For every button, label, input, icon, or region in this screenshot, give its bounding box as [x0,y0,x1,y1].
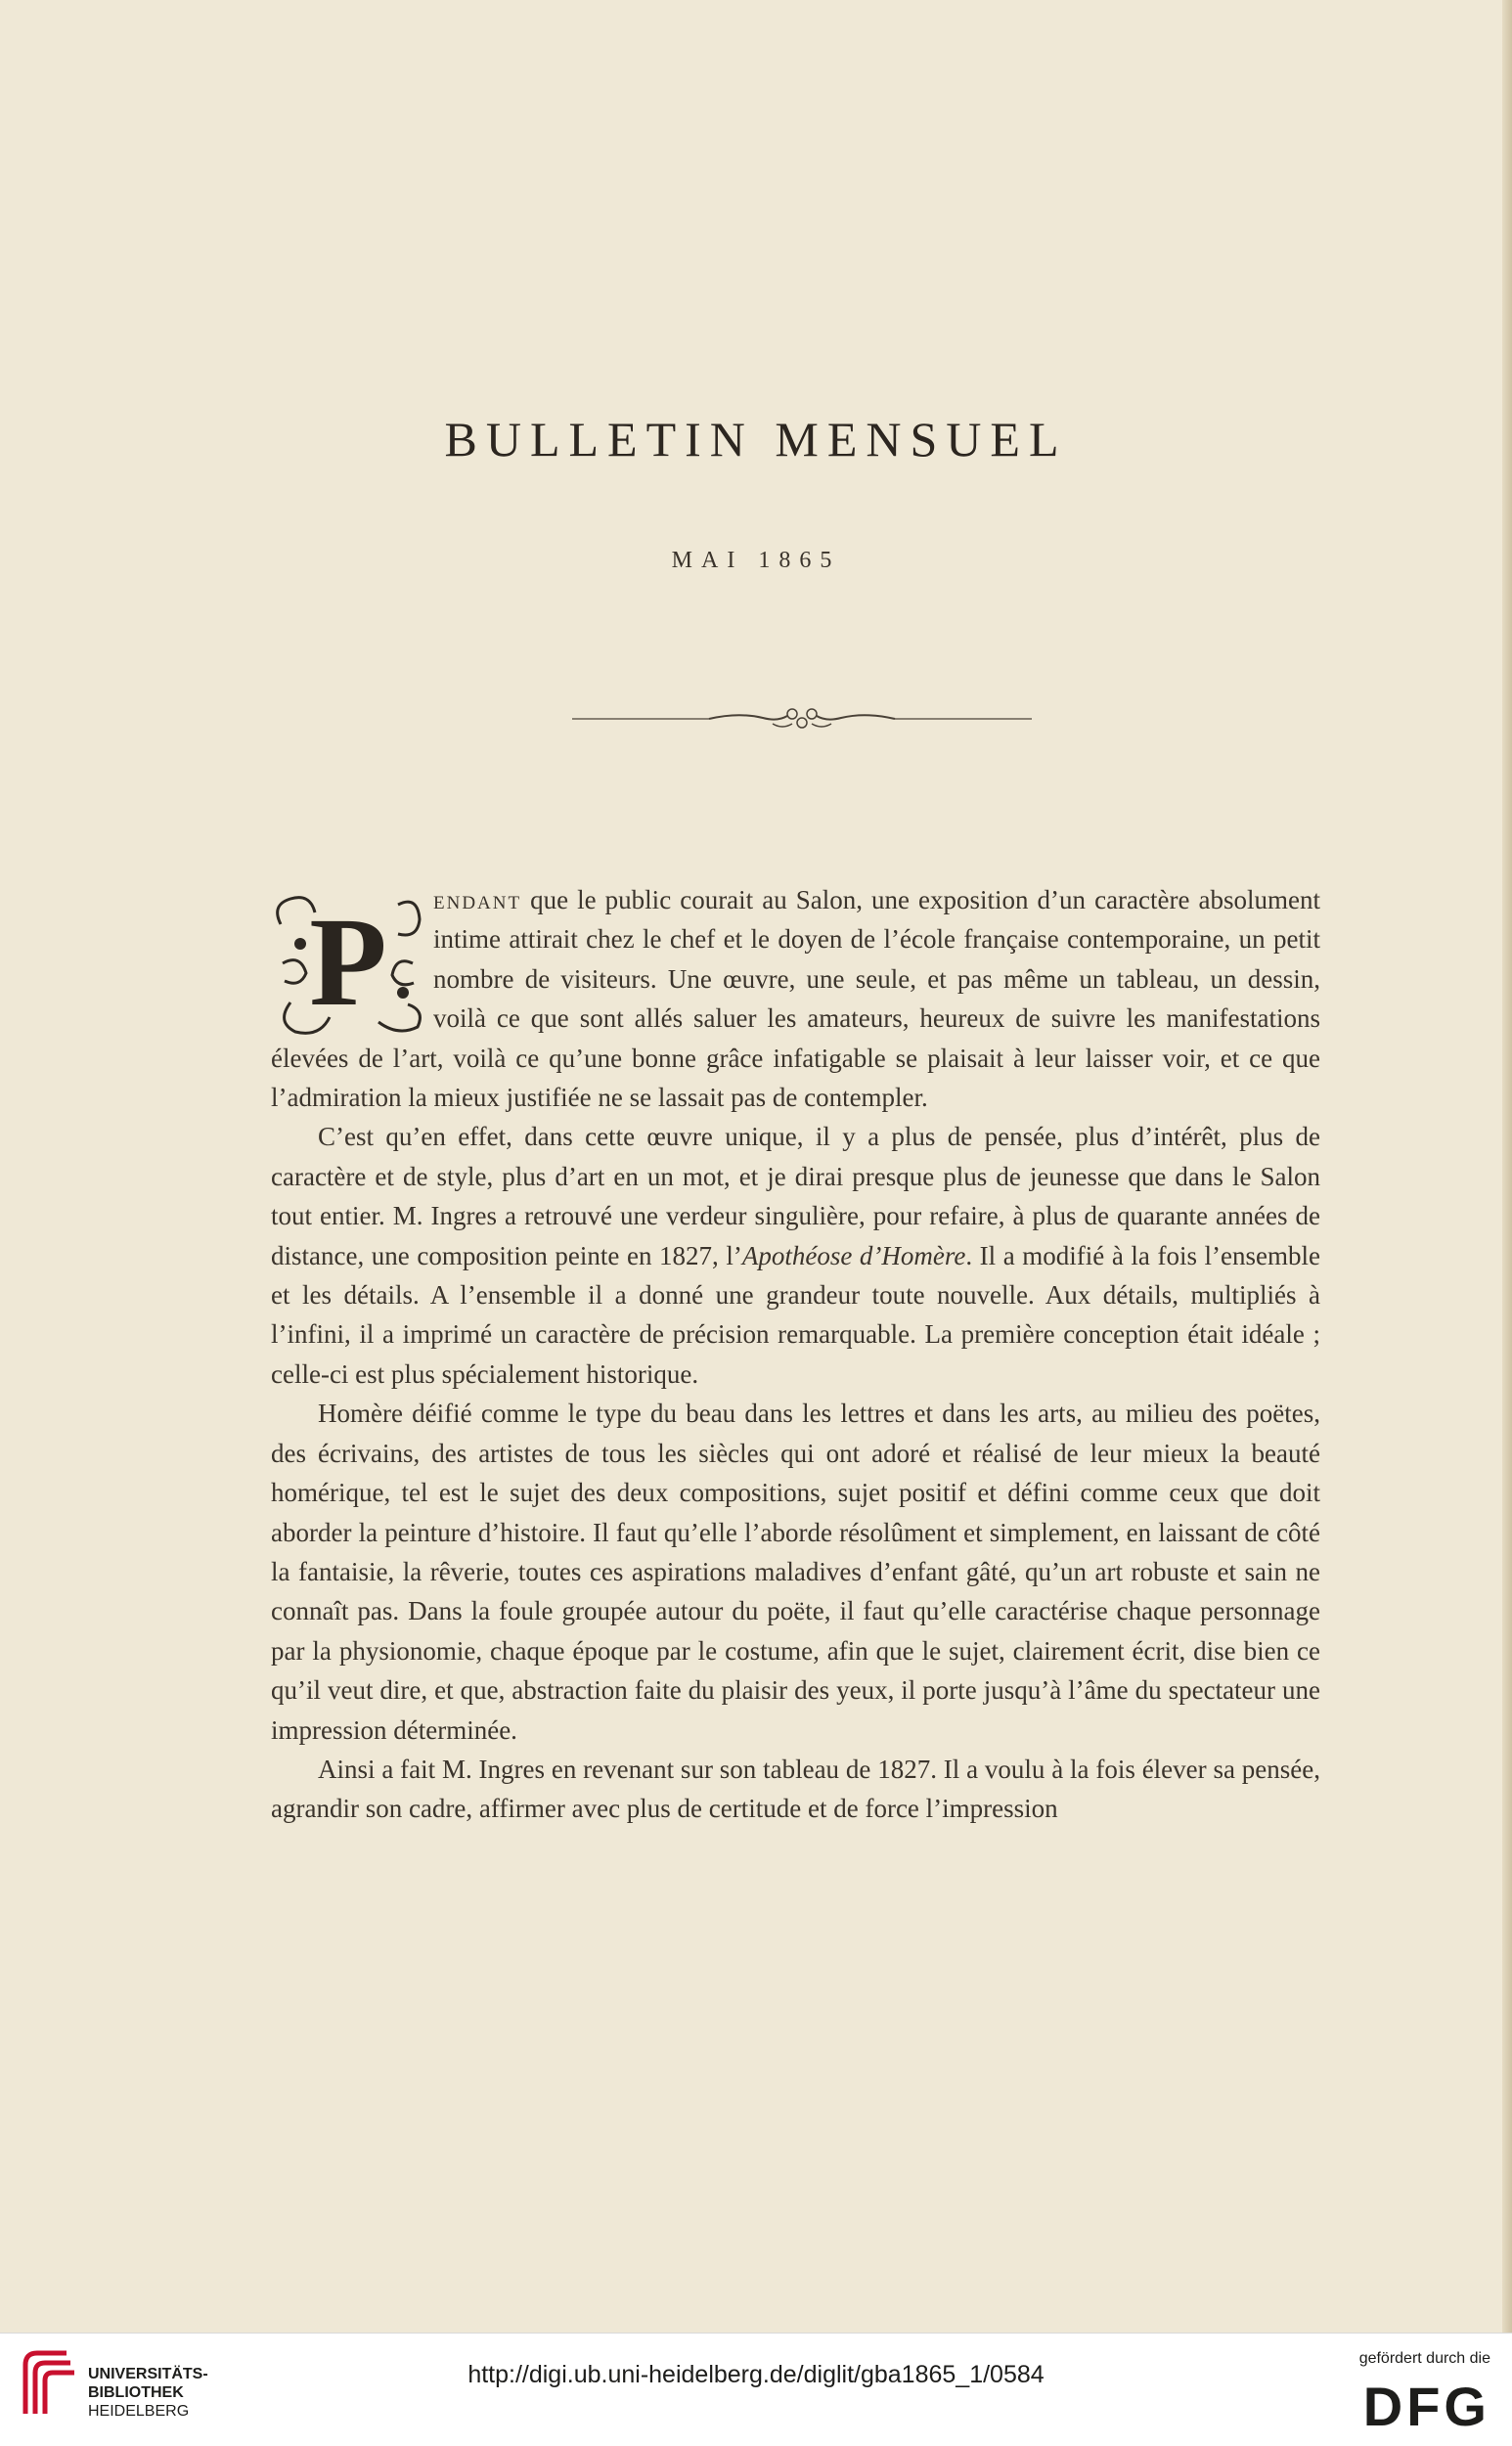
paragraph [271,1117,1320,1394]
lead-smallcaps: endant [433,885,522,914]
permalink-url[interactable]: http://digi.ub.uni-heidelberg.de/diglit/gba1865_1/0584 [467,2361,1045,2388]
viewer-footer [0,2333,1512,2446]
svg-text:P: P [309,892,387,1033]
paragraph-text: Ainsi a fait M. Ingres en revenant sur son tableau de 1827. Il a voulu à la fois élever sa pensée, agrandir son cadre, affirmer avec plus de certitude et de force l’impression [271,1754,1320,1824]
paragraph-text: que le public courait au Salon, une exposition d’un caractère absolument intime attirait chez le chef et le doyen de l’école française contemporaine, un petit nombre de visiteurs. Une œuvre, une seule, et pas même un tableau, un dessin, voilà ce que sont allés saluer les amateurs, heureux de suivre les manifestations élevées de l’art, voilà ce qu’une bonne grâce infatigable se plaisait à leur laisser voir, et ce que l’admiration la mieux justifiée ne se lassait pas de contempler. [271,885,1320,1113]
dfg-logo: DFG [1362,2376,1490,2437]
paragraph-text: Homère déifié comme le type du beau dans les lettres et dans les arts, au milieu des poëtes, des écrivains, des artistes de tous les siècles qui ont adoré et réalisé de leur mieux la beauté homérique, tel est le sujet des deux compositions, sujet positif et défini comme ceux que doit aborder la peinture d’histoire. Il faut qu’elle l’aborde résolûment et simplement, en laissant de côté la fantaisie, la rêverie, toutes ces aspirations maladives d’enfant gâté, qu’un art robuste et sain ne connaît pas. Dans la foule groupée autour du poëte, il faut qu’elle caractérise chaque personnage par la physionomie, chaque époque par le costume, afin que le sujet, clairement écrit, dise bien ce qu’il veut dire, et que, abstraction faite du plaisir des yeux, il porte jusqu’à l’âme du spectateur une impression déterminée. [271,1399,1320,1745]
paragraph-text: C’est qu’en effet, dans cette œuvre unique, il y a plus de pensée, plus d’intérêt, plus de caractère et de style, plus d’art en un mot, et je dirai presque plus de jeunesse que dans le Salon tout entier. M. Ingres a retrouvé une verdeur singulière, pour refaire, à plus de quarante années de distance, une composition peinte en 1827, l’ [271,1122,1320,1270]
fleuron-divider-icon [572,704,1032,734]
italic-title: Apothéose d’Homère [741,1240,966,1270]
funded-by-label: gefördert durch die [1358,2350,1490,2367]
paragraph-text: . Il a modifié à la fois l’ensemble et les détails. A l’ensemble il a donné une grandeur toute nouvelle. Aux détails, multipliés à l’infini, il a imprimé un caractère de précision remarquable. La première conception était idéale ; celle-ci est plus spécialement historique. [271,1240,1321,1389]
paragraph [271,1750,1320,1829]
issue-date: MAI 1865 [671,548,841,573]
paragraph [271,1394,1320,1750]
library-name: UNIVERSITÄTS- BIBLIOTHEK HEIDELBERG [88,2366,208,2420]
page-edge [1502,0,1512,2333]
article-body [271,880,1320,1829]
paragraph [271,880,1320,1117]
page-title: BULLETIN MENSUEL [444,412,1068,467]
